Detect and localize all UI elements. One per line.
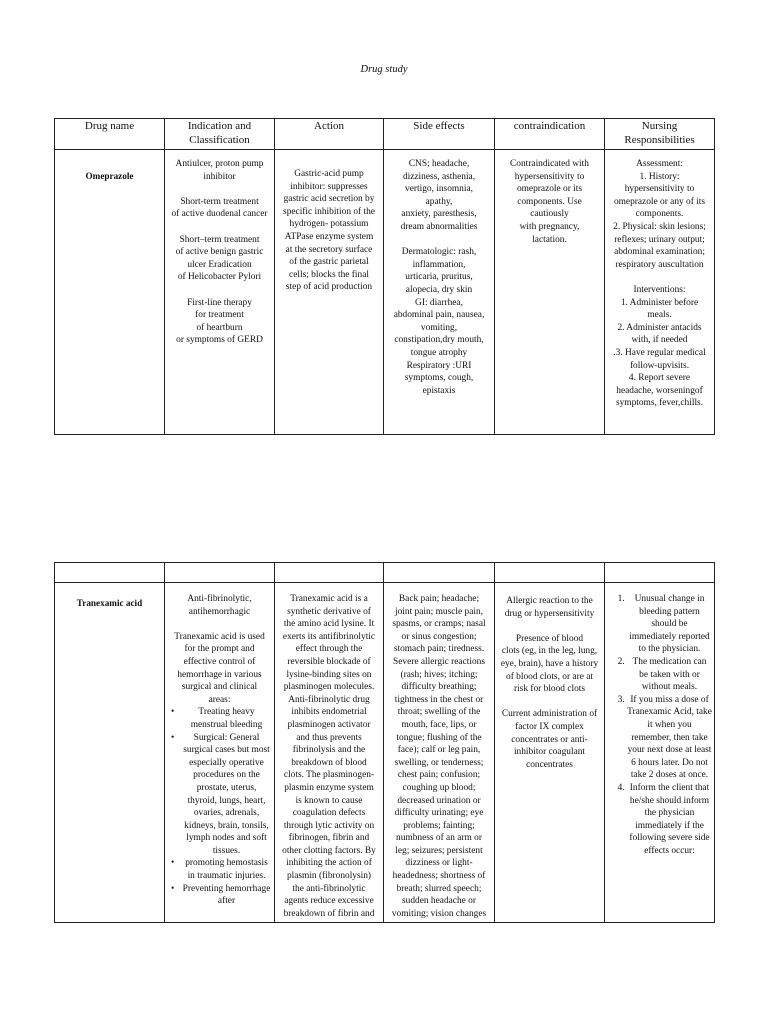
text-line: Short-term treatment [180, 196, 259, 207]
text-line: inhibitor: suppresses [290, 181, 368, 192]
text-line: spasms, or cramps; nasal [392, 619, 486, 630]
text-line: Tranexamic acid is a [290, 594, 368, 604]
text-line: effect through the [295, 644, 363, 655]
text-line [167, 183, 272, 196]
drug-name-cell [55, 583, 165, 923]
text-line: 4. Report severe [628, 373, 691, 384]
text-line: GI: diarrhea, [415, 297, 463, 308]
text-line: components. Use [517, 196, 582, 207]
text-line: hypersensitivity to [624, 184, 695, 195]
text-line: through lytic activity on [283, 820, 375, 831]
text-line: and thus prevents [296, 732, 362, 743]
text-line: inflammation, [412, 259, 466, 270]
list-item: • promoting hemostasis in traumatic injuries. [181, 857, 272, 882]
list-item: • Treating heavy menstrual bleeding [181, 706, 272, 731]
blank-header-row [55, 563, 715, 583]
text-line: ATPase enzyme system [284, 231, 374, 242]
text-line: is known to cause [295, 795, 363, 806]
text-line: specific inhibition of the [283, 206, 375, 217]
text-line: components. [635, 209, 684, 220]
nursing-cell [605, 583, 715, 923]
text-line: Allergic reaction to the [506, 596, 593, 606]
text-line: Antiulcer, proton pump [175, 159, 264, 169]
text-line: clots (eg, in the leg, lung, [501, 646, 598, 657]
text-line: chest pain; confusion; [397, 770, 481, 781]
text-line: mouth, face, lips, or [401, 719, 477, 730]
text-line: headedness; shortness of [392, 871, 486, 882]
text-line: urticaria, pruritus, [405, 272, 473, 283]
text-line: antihemorrhagic [188, 606, 251, 617]
text-line: Contraindicated with [510, 159, 589, 169]
text-line: Short–term treatment [179, 234, 260, 245]
text-line: ulcer Eradication [187, 259, 252, 270]
text-line: hemorrhage in various [177, 669, 262, 680]
text-line: Anti-fibrinolytic drug [288, 694, 370, 705]
text-line [386, 234, 492, 247]
text-line: hypersensitivity to [514, 171, 585, 182]
text-line: CNS; headache, [408, 159, 470, 169]
text-line: .3. Have regular medical [613, 347, 706, 358]
text-line: or sinus congestion; [401, 631, 477, 642]
text-line: the anti-fibrinolytic [292, 883, 366, 894]
omeprazole-row [55, 150, 715, 435]
text-line: abdominal pain, nausea, [393, 310, 485, 321]
header-action: Action [275, 119, 384, 150]
text-line: at the secretory surface [285, 244, 373, 255]
text-line: numbness of an arm or [396, 833, 482, 844]
blank-cell [605, 563, 715, 583]
text-line: (rash; hives; itching; [400, 669, 478, 680]
text-line: 1. History: [639, 171, 680, 182]
text-line: dizziness, asthenia, [402, 171, 476, 182]
nursing-list [607, 593, 712, 857]
text-line [167, 221, 272, 234]
text-line: step of acid production [285, 282, 373, 293]
text-line: alopecia, dry skin [405, 284, 473, 295]
text-line [607, 271, 712, 284]
text-line [497, 620, 602, 633]
text-line: concentrates [526, 759, 573, 770]
text-line: of blood clots, or are at [506, 671, 593, 682]
header-contraindication: contraindication [495, 119, 605, 150]
text-line: lactation. [532, 234, 567, 245]
text-line: Assessment: [636, 159, 683, 169]
text-line: or symptoms of GERD [176, 335, 263, 346]
text-line: face); calf or leg pain, [397, 745, 481, 756]
text-line: omeprazole or any of its [613, 196, 706, 207]
text-line: joint pain; muscle pain, [394, 606, 483, 617]
text-line: throat; swelling of the [397, 707, 481, 718]
text-line: areas: [208, 694, 231, 705]
text-line: vertigo, insomnia, [405, 184, 473, 195]
list-item: • Preventing hemorrhage after [181, 883, 272, 908]
text-line: plasmin enzyme system [284, 782, 374, 793]
text-line: cells; blocks the final [289, 269, 369, 280]
text-line: problems; fainting; [403, 820, 475, 831]
text-line: Presence of blood [515, 633, 584, 644]
text-line: Interventions: [633, 284, 686, 295]
text-line: clots. The plasminogen- [283, 770, 375, 781]
text-line: Dermatologic: rash, [401, 247, 477, 258]
text-line: dizziness or light- [405, 858, 473, 869]
text-line [167, 618, 272, 631]
text-line: coughing up blood; [402, 782, 476, 793]
tranexamic-table [54, 562, 715, 923]
text-line [497, 696, 602, 709]
text-line: with pregnancy, [519, 221, 580, 232]
page-title: Drug study [360, 64, 408, 75]
blank-cell [165, 563, 275, 583]
text-line: inhibits endometrial [291, 707, 367, 718]
text-line: gastric acid secretion by [283, 194, 375, 205]
text-line: other clotting factors. By [282, 845, 376, 856]
text-line: the amino acid lysine. It [283, 619, 375, 630]
list-item: 2. The medication can be taken with or without meals. [627, 656, 712, 694]
text-line: follow-upvisits. [629, 360, 690, 371]
drug-name: Omeprazole [85, 171, 134, 181]
nursing-cell [605, 150, 715, 435]
omeprazole-table [54, 118, 715, 435]
text-line: Gastric-acid pump [294, 169, 364, 179]
indication-bullets [167, 706, 272, 908]
indication-intro [167, 593, 272, 706]
text-line: of active benign gastric [175, 247, 264, 258]
text-line: Anti-fibrinolytic, [187, 594, 252, 604]
text-line: Tranexamic acid is used [174, 631, 265, 642]
text-line: difficulty breathing; [401, 682, 477, 693]
text-line: inhibiting the action of [286, 858, 372, 869]
text-line: fibrinogen, fibrin and [288, 833, 370, 844]
header-indication: Indication and Classification [165, 119, 275, 150]
header-row [55, 119, 715, 150]
action-cell [275, 583, 384, 923]
header-drug-name: Drug name [55, 119, 165, 150]
text-line: tongue atrophy [410, 347, 468, 358]
text-line: 2. Administer antacids [617, 322, 702, 333]
text-line: tongue; flushing of the [396, 732, 482, 743]
header-side-effects: Side effects [384, 119, 495, 150]
text-line: 2. Physical: skin lesions; [613, 221, 706, 232]
text-line: leg; seizures; persistent [395, 845, 483, 856]
text-line: symptoms, cough, [404, 373, 474, 384]
text-line: coagulation defects [292, 808, 366, 819]
text-line: inhibitor coagulant [513, 747, 586, 758]
text-line: for the prompt and [184, 644, 255, 655]
contraindication-cell [495, 583, 605, 923]
drug-name: Tranexamic acid [76, 598, 143, 608]
text-line: of active duodenal cancer [171, 209, 268, 220]
text-line: epistaxis [422, 385, 456, 396]
text-line: eye, brain), have a history [500, 658, 599, 669]
text-line: fibrinolysis and the [292, 745, 366, 756]
text-line: reflexes; urinary output; [614, 234, 705, 245]
blank-cell [495, 563, 605, 583]
text-line: respiratory auscultation [615, 259, 704, 270]
text-line: 1. Administer before [620, 297, 699, 308]
text-line: Current administration of [501, 709, 598, 720]
blank-cell [384, 563, 495, 583]
text-line: difficulty urinating; eye [394, 808, 484, 819]
text-line: sudden headache or [402, 896, 476, 907]
indication-cell [165, 583, 275, 923]
tranexamic-row [55, 583, 715, 923]
text-line: exerts its antifibrinolytic [282, 631, 376, 642]
text-line: risk for blood clots [513, 684, 586, 695]
text-line: factor IX complex [515, 721, 584, 732]
text-line: surgical and clinical [181, 682, 258, 693]
text-line: cautiously [530, 209, 569, 220]
blank-cell [55, 563, 165, 583]
text-line: breakdown of blood [291, 757, 367, 768]
text-line: of the gastric parietal [289, 257, 369, 268]
text-line: plasmin (fibronolysin) [286, 871, 372, 882]
side-effects-cell [384, 583, 495, 923]
text-line: First-line therapy [187, 297, 252, 308]
text-line: agents reduce excessive [284, 896, 374, 907]
text-line: plasminogen molecules. [283, 682, 375, 693]
text-line: of Helicobacter Pylori [177, 272, 262, 283]
list-item: 4. Inform the client that he/she should inform the physician immediately if the following severe side effects occur: [627, 782, 712, 858]
text-line: headache, worseningof [616, 385, 703, 396]
text-line: breakdown of fibrin and [283, 908, 375, 919]
text-line: plasminogen activator [287, 719, 371, 730]
text-line: anxiety, paresthesis, [401, 209, 477, 220]
text-line: breath; slurred speech; [396, 883, 482, 894]
text-line: Respiratory :URI [406, 360, 472, 371]
list-item: 3. If you miss a dose of Tranexamic Acid, take it when you remember, then take your next dose at least 6 hours later. Do not take 2 doses at once. [627, 694, 712, 782]
text-line: reversible blockade of [287, 656, 371, 667]
text-line: decreased urination or [397, 795, 481, 806]
text-line [167, 284, 272, 297]
text-line: drug or hypersensitivity [504, 608, 595, 619]
text-line: dream abnormalities [400, 221, 478, 232]
text-line: Severe allergic reactions [393, 656, 485, 667]
text-line: vomiting; vision changes [391, 908, 487, 919]
contraindication-cell [495, 150, 605, 435]
text-line: effective control of [183, 656, 256, 667]
indication-cell [165, 150, 275, 435]
list-item: 1. Unusual change in bleeding pattern should be immediately reported to the physician. [627, 593, 712, 656]
text-line: Back pain; headache; [398, 594, 480, 604]
side-effects-cell [384, 150, 495, 435]
drug-name-cell [55, 150, 165, 435]
text-line: synthetic derivative of [287, 606, 371, 617]
text-line: abdominal examination; [614, 247, 705, 258]
text-line: tightness in the chest or [394, 694, 484, 705]
text-line: meals. [647, 310, 672, 321]
text-line: lysine-binding sites on [286, 669, 372, 680]
text-line: concentrates or anti- [511, 734, 588, 745]
text-line: with, if needed [631, 335, 688, 346]
text-line: stomach pain; tiredness. [393, 644, 485, 655]
text-line: for treatment [195, 310, 244, 321]
text-line: of heartburn [196, 322, 243, 333]
text-line: apathy, [425, 196, 453, 207]
text-line: inhibitor [203, 171, 236, 182]
text-line: symptoms, fever,chills. [615, 398, 704, 409]
text-line: vomiting, [420, 322, 458, 333]
text-line: omeprazole or its [516, 184, 583, 195]
blank-cell [275, 563, 384, 583]
list-item: • Surgical: General surgical cases but most especially operative procedures on the prostate, uterus, thyroid, lungs, heart, ovaries, adrenals, kidneys, brain, tonsils, lymph nodes and soft tissues. [181, 732, 272, 858]
header-nursing: Nursing Responsibilities [605, 119, 715, 150]
text-line: swelling, or tenderness; [394, 757, 484, 768]
text-line: hydrogen- potassium [289, 219, 369, 230]
action-cell [275, 150, 384, 435]
text-line: constipation,dry mouth, [394, 335, 484, 346]
